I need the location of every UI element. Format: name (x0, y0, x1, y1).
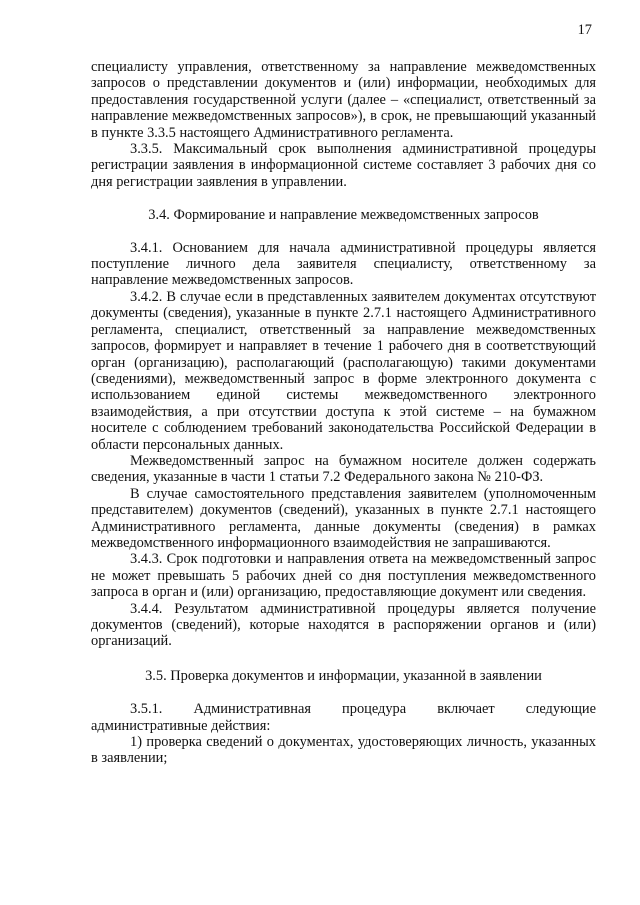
section-heading-3-5: 3.5. Проверка документов и информации, указанной в заявлении (145, 667, 542, 684)
list-item-1: 1) проверка сведений о документах, удостоверяющих личность, указанных в заявлении; (91, 734, 596, 767)
paragraph-self-submission: В случае самостоятельного представления заявителем (уполномоченным представителем) документов (сведений), указанных в пункте 2.7.1 настоящего Административного регламента, данные документы (сведения) в рамках межведомственного информационного взаимодействия не запрашиваются. (91, 485, 596, 551)
paragraph-3-4-1: 3.4.1. Основанием для начала административной процедуры является поступление личного дела заявителя специалисту, ответственному за направление межведомственных запросов. (91, 239, 596, 289)
paragraph-paper-request: Межведомственный запрос на бумажном носителе должен содержать сведения, указанные в части 1 статьи 7.2 Федерального закона № 210-ФЗ. (91, 452, 596, 486)
page-number: 17 (577, 22, 592, 38)
section-heading-3-4: 3.4. Формирование и направление межведомственных запросов (148, 207, 539, 224)
paragraph-continuation: специалисту управления, ответственному за направление межведомственных запросов о представлении документов и (или) информации, необходимых для предоставления государственной услуги (далее – «специалист, ответственный за направление межведомственных запросов»), в срок, не превышающий указанный в пункте 3.3.5 настоящего Административного регламента. (91, 59, 596, 141)
paragraph-3-4-4: 3.4.4. Результатом административной процедуры является получение документов (сведений), которые находятся в распоряжении органов и (или) организаций. (91, 600, 596, 650)
paragraph-3-4-3: 3.4.3. Срок подготовки и направления ответа на межведомственный запрос не может превышать 5 рабочих дней со дня поступления межведомственного запроса в орган и (или) организацию, предоставляющие документ или сведения. (91, 551, 596, 601)
paragraph-3-4-2: 3.4.2. В случае если в представленных заявителем документах отсутствуют документы (сведения), указанные в пункте 2.7.1 настоящего Административного регламента, специалист, ответственный за направление межведомственных запросов, формирует и направляет в течение 1 рабочего дня в соответствующий орган (организацию), располагающий (располагающую) такими документами (сведениями), межведомственный запрос в форме электронного документа с использованием единой системы межведомственного электронного взаимодействия, а при отсутствии доступа к этой системе – на бумажном носителе с соблюдением требований законодательства Российской Федерации в области персональных данных. (91, 288, 596, 453)
paragraph-3-3-5: 3.3.5. Максимальный срок выполнения административной процедуры регистрации заявления в информационной системе составляет 3 рабочих дня со дня регистрации заявления в управлении. (91, 141, 596, 190)
document-body (91, 59, 596, 767)
paragraph-3-5-1: 3.5.1. Административная процедура включает следующие административные действия: (91, 701, 596, 734)
